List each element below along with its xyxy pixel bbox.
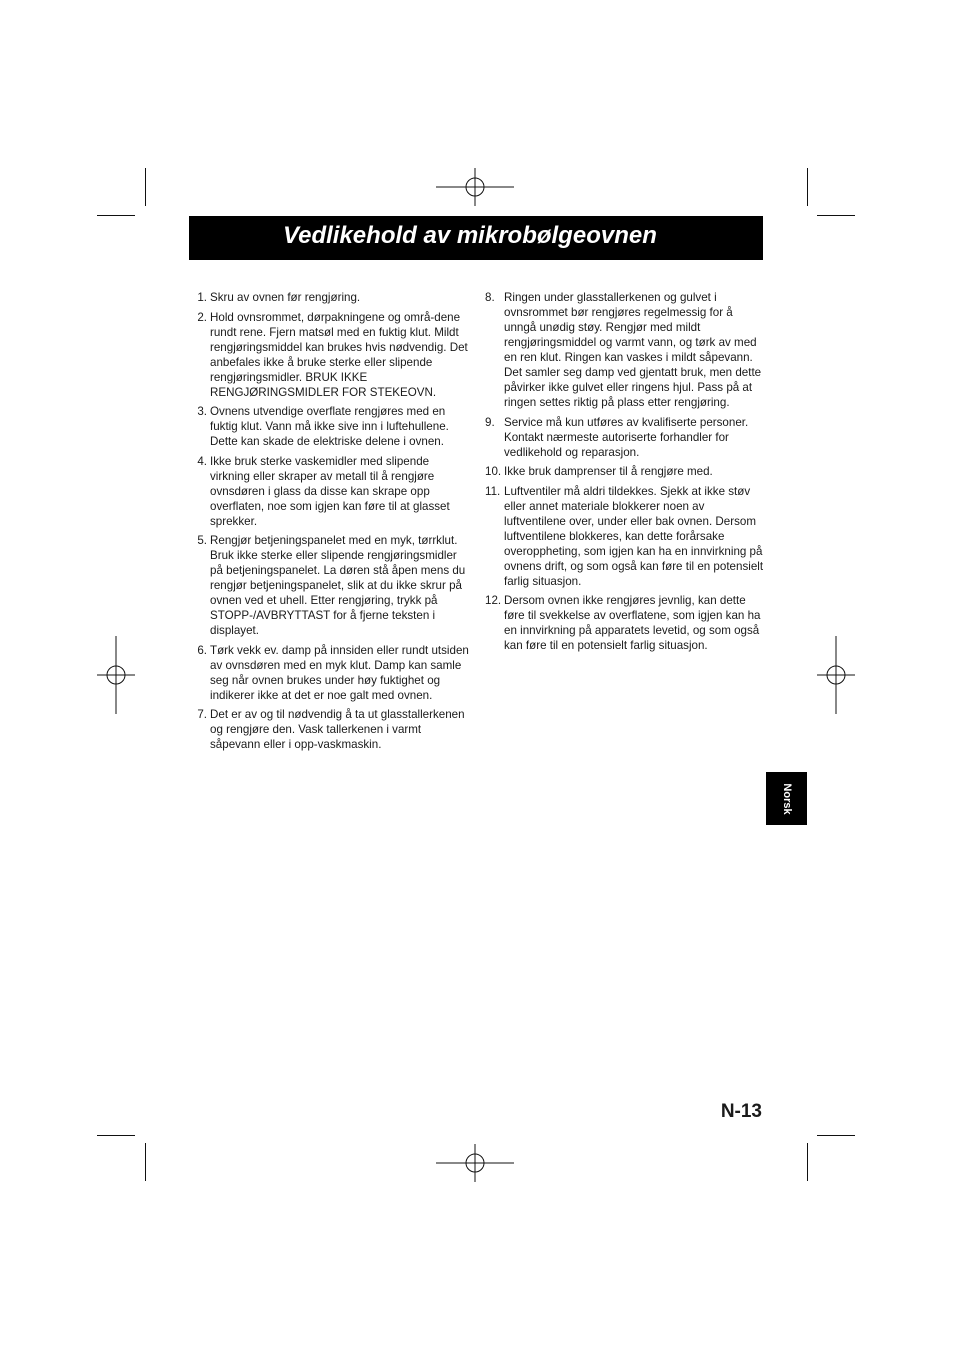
item-number: 5. <box>197 534 207 547</box>
page-title: Vedlikehold av mikrobølgeovnen <box>283 222 657 249</box>
item-number: 2. <box>197 310 207 324</box>
list-item <box>189 404 471 449</box>
item-text: Skru av ovnen før rengjøring. <box>210 291 361 304</box>
registration-mark-right <box>817 636 855 714</box>
item-text: Tørk vekk ev. damp på innsiden eller rundt utsiden av ovnsdøren med en myk klut. Damp kan samle seg når ovnen brukes under høy fuktighet og indikerer ikke at det er noe galt med ovnen. <box>210 643 469 702</box>
crop-mark <box>807 168 808 206</box>
crop-mark <box>145 1143 146 1181</box>
item-number: 3. <box>197 405 207 418</box>
item-number: 12. <box>485 594 502 607</box>
registration-mark-left <box>97 636 135 714</box>
item-text: Ovnens utvendige overflate rengjøres med en fuktig klut. Vann må ikke sive inn i luftehullene. Dette kan skade de elektriske delene i ovnen. <box>210 405 449 448</box>
left-column <box>189 290 471 757</box>
crop-mark <box>817 1135 855 1136</box>
crop-mark <box>145 168 146 206</box>
item-text: Luftventiler må aldri tildekkes. Sjekk at ikke støv eller annet materiale blokkerer noen av luftventilene over, under eller bak ovnen. Dersom luftventilene blokkeres, kan dette forårsake overoppheting, som igjen kan ha en innvirkning på ovnens drift, og som også kan føre til en potensielt farlig situasjon. <box>504 484 764 588</box>
list-item <box>189 707 471 752</box>
list-item <box>485 290 765 410</box>
item-text: Service må kun utføres av kvalifiserte personer. Kontakt nærmeste autoriserte forhandler for vedlikehold og reparasjon. <box>504 415 749 459</box>
crop-mark <box>807 1143 808 1181</box>
list-item <box>189 454 471 529</box>
registration-mark-top <box>436 168 514 206</box>
item-number: 10. <box>485 465 502 478</box>
title-bar <box>189 216 763 260</box>
item-number: 6. <box>197 643 207 657</box>
list-item <box>485 593 765 653</box>
item-text: Hold ovnsrommet, dørpakningene og områ-dene rundt rene. Fjern matsøl med en fuktig klut. Mildt rengjøringsmiddel kan brukes hvis nødvendig. Det anbefales ikke å bruke sterke eller slipende rengjøringsmidler. BRUK IKKE RENGJØRINGSMIDLER FOR STEKEOVN. <box>210 310 468 399</box>
list-item <box>485 464 765 479</box>
right-column <box>485 290 765 658</box>
item-number: 8. <box>485 291 495 304</box>
crop-mark <box>817 215 855 216</box>
item-text: Ikke bruk sterke vaskemidler med slipende virkning eller skraper av metall til å rengjøre ovnsdøren i glass da disse kan skrape opp overflaten, noe som igjen kan føre til at glasset sprekker. <box>210 454 450 528</box>
list-item <box>189 290 471 305</box>
list-item <box>189 643 471 703</box>
crop-mark <box>97 1135 135 1136</box>
list-item <box>485 484 765 589</box>
item-number: 1. <box>197 291 207 304</box>
item-text: Dersom ovnen ikke rengjøres jevnlig, kan dette føre til svekkelse av overflatene, som igjen kan ha en innvirkning på apparatets levetid, og som også kan føre til en potensielt farlig situasjon. <box>504 594 761 652</box>
item-number: 11. <box>485 484 501 498</box>
item-text: Ikke bruk damprenser til å rengjøre med. <box>504 465 713 478</box>
item-number: 7. <box>197 708 207 721</box>
list-item <box>189 310 471 400</box>
list-item <box>189 533 471 638</box>
list-item <box>485 415 765 460</box>
crop-mark <box>97 215 135 216</box>
item-text: Rengjør betjeningspanelet med en myk, tørrklut. Bruk ikke sterke eller slipende rengjøringsmidler på betjeningspanelet. La døren stå åpen mens du rengjør betjeningspanelet, slik at du ikke skrur på ovnen ved et uhell. Etter rengjøring, trykk på STOPP-/AVBRYTTAST for å fjerne teksten i displayet. <box>210 534 466 637</box>
page-number: N-13 <box>720 1101 762 1122</box>
language-tab <box>766 772 807 825</box>
item-number: 4. <box>197 454 207 468</box>
language-tab-label: Norsk <box>780 782 793 815</box>
registration-mark-bottom <box>436 1144 514 1182</box>
item-number: 9. <box>485 415 495 429</box>
item-text: Det er av og til nødvendig å ta ut glasstallerkenen og rengjøre den. Vask tallerkenen i varmt såpevann eller i opp-vaskmaskin. <box>210 708 465 751</box>
item-text: Ringen under glasstallerkenen og gulvet i ovnsrommet bør rengjøres regelmessig for å unngå unødig støy. Rengjør med mildt rengjøringsmiddel og varmt vann, og tørk av med en ren klut. Ringen kan vaskes i mildt såpevann. Det samler seg damp ved gjentatt bruk, men dette påvirker ikke gulvet eller ringens hjul. Pass på at ringen settes riktig på plass etter rengjøring. <box>504 291 762 409</box>
